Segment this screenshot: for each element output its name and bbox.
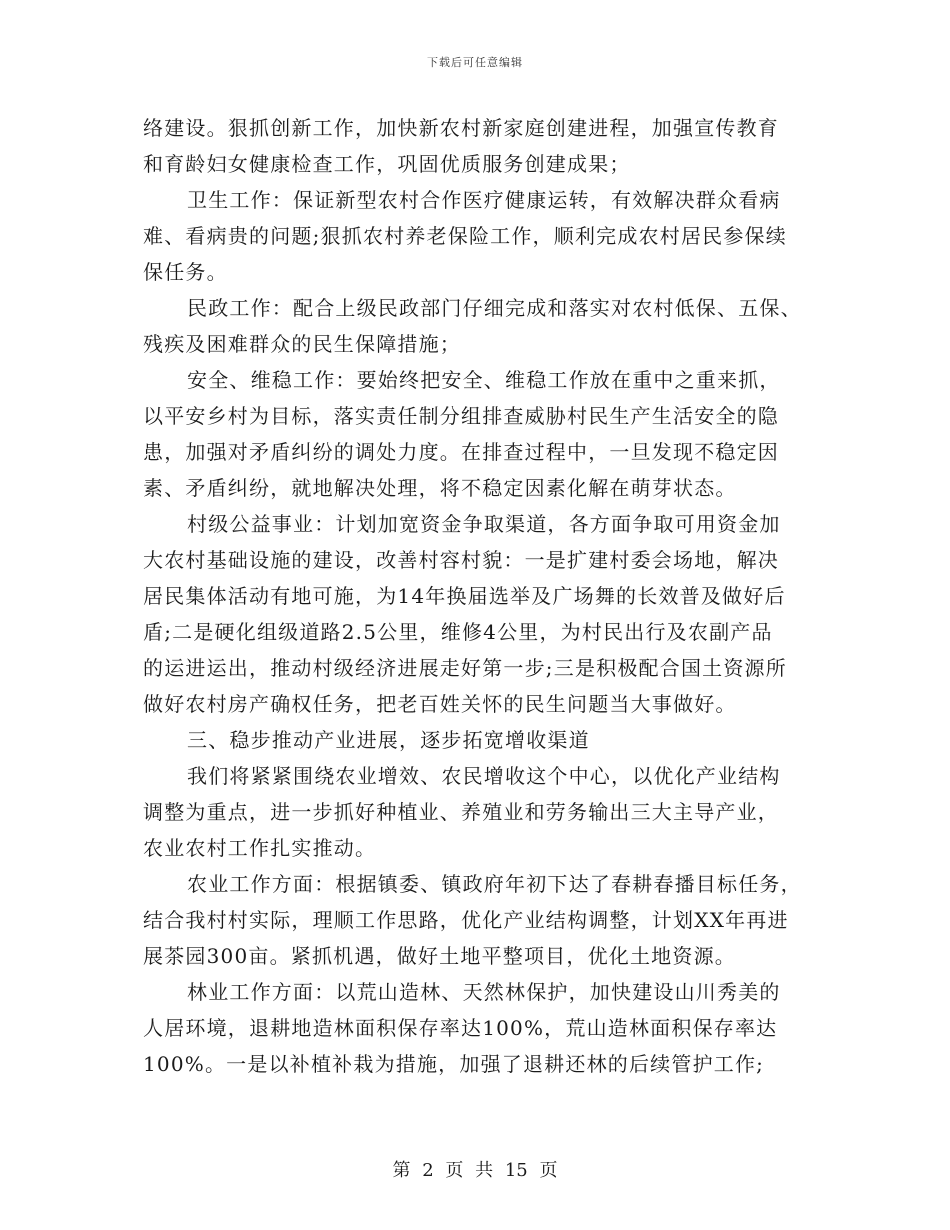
text-line: 盾;二是硬化组级道路2.5公里，维修4公里，为村民出行及农副产品 xyxy=(143,620,773,644)
paragraph-start-line: 卫生工作：保证新型农村合作医疗健康运转，有效解决群众看病 xyxy=(187,188,781,212)
text-line: 展茶园300亩。紧抓机遇，做好土地平整项目，优化土地资源。 xyxy=(143,944,736,968)
text-line: 调整为重点，进一步抓好种植业、养殖业和劳务输出三大主导产业， xyxy=(143,800,779,824)
text-line: 保任务。 xyxy=(143,260,228,284)
text-line: 100%。一是以补植补栽为措施，加强了退耕还林的后续管护工作; xyxy=(143,1052,765,1076)
text-line: 难、看病贵的问题;狠抓农村养老保险工作，顺利完成农村居民参保续 xyxy=(143,224,787,248)
text-line: 患，加强对矛盾纠纷的调处力度。在排查过程中，一旦发现不稳定因 xyxy=(143,440,779,464)
text-line: 居民集体活动有地可施，为14年换届选举及广场舞的长效普及做好后 xyxy=(143,584,786,608)
text-line: 络建设。狠抓创新工作，加快新农村新家庭创建进程，加强宣传教育 xyxy=(143,116,779,140)
paragraph-start-line: 我们将紧紧围绕农业增效、农民增收这个中心，以优化产业结构 xyxy=(187,764,781,788)
text-line: 结合我村村实际，理顺工作思路，优化产业结构调整，计划XX年再进 xyxy=(143,908,789,932)
section-heading: 三、稳步推动产业进展，逐步拓宽增收渠道 xyxy=(187,728,590,752)
text-line: 残疾及困难群众的民生保障措施； xyxy=(143,332,461,356)
text-line: 大农村基础设施的建设，改善村容村貌：一是扩建村委会场地，解决 xyxy=(143,548,779,572)
paragraph-start-line: 村级公益事业：计划加宽资金争取渠道，各方面争取可用资金加 xyxy=(187,512,781,536)
paragraph-start-line: 农业工作方面：根据镇委、镇政府年初下达了春耕春播目标任务， xyxy=(187,872,802,896)
text-line: 的运进运出，推动村级经济进展走好第一步;三是积极配合国土资源所 xyxy=(143,656,787,680)
text-line: 做好农村房产确权任务，把老百姓关怀的民生问题当大事做好。 xyxy=(143,692,737,716)
paragraph-start-line: 民政工作：配合上级民政部门仔细完成和落实对农村低保、五保、 xyxy=(187,296,802,320)
paragraph-start-line: 安全、维稳工作：要始终把安全、维稳工作放在重中之重来抓， xyxy=(187,368,781,392)
text-line: 素、矛盾纠纷，就地解决处理，将不稳定因素化解在萌芽状态。 xyxy=(143,476,737,500)
text-line: 以平安乡村为目标，落实责任制分组排查威胁村民生产生活安全的隐 xyxy=(143,404,779,428)
text-line: 和育龄妇女健康检查工作，巩固优质服务创建成果； xyxy=(143,152,631,176)
text-line: 人居环境，退耕地造林面积保存率达100%，荒山造林面积保存率达 xyxy=(143,1016,778,1040)
page-number: 第 2 页 共 15 页 xyxy=(392,1160,558,1181)
document-body xyxy=(143,110,813,1082)
page-header: 下载后可任意编辑 xyxy=(427,56,523,69)
text-line: 农业农村工作扎实推动。 xyxy=(143,836,377,860)
paragraph-start-line: 林业工作方面：以荒山造林、天然林保护，加快建设山川秀美的 xyxy=(187,980,781,1004)
